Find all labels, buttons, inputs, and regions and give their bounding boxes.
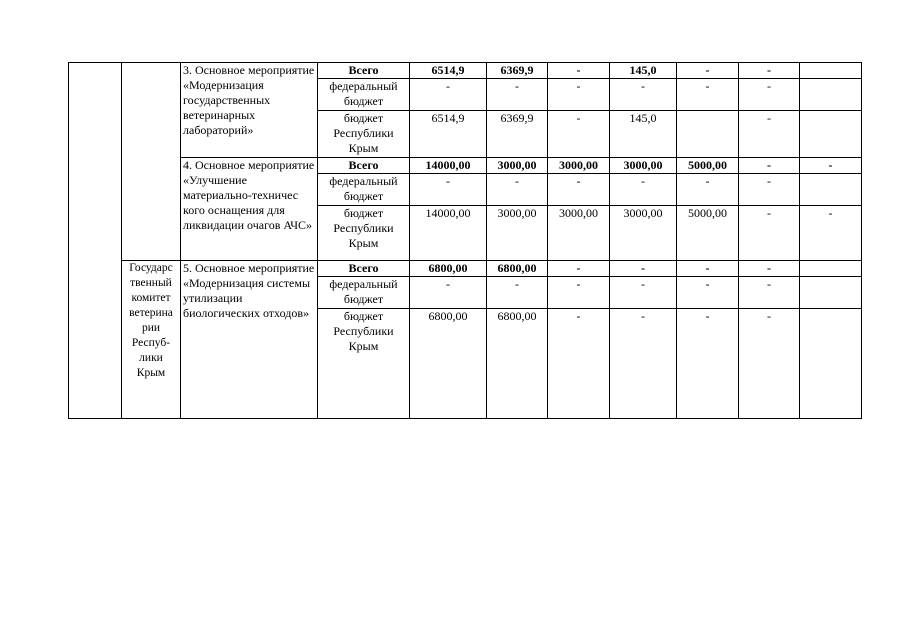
value-cell: 3000,00 xyxy=(487,206,548,261)
value-cell: - xyxy=(677,277,739,309)
table-row xyxy=(69,158,862,174)
value-cell xyxy=(800,174,862,206)
value-cell: - xyxy=(610,277,677,309)
value-cell: - xyxy=(739,63,800,79)
value-cell: 6369,9 xyxy=(487,111,548,158)
value-cell: 6514,9 xyxy=(410,111,487,158)
value-cell: 6800,00 xyxy=(487,309,548,419)
value-cell: - xyxy=(610,261,677,277)
source-label: федеральный бюджет xyxy=(318,174,410,206)
value-cell: - xyxy=(548,277,610,309)
value-cell: - xyxy=(548,111,610,158)
value-cell xyxy=(800,277,862,309)
source-label: федеральный бюджет xyxy=(318,277,410,309)
source-label: бюджет Республики Крым xyxy=(318,309,410,419)
value-cell xyxy=(800,111,862,158)
value-cell: - xyxy=(487,79,548,111)
table-row xyxy=(69,261,862,277)
value-cell: - xyxy=(739,277,800,309)
value-cell: - xyxy=(800,206,862,261)
value-cell: - xyxy=(739,309,800,419)
source-label: федеральный бюджет xyxy=(318,79,410,111)
value-cell: 6800,00 xyxy=(410,261,487,277)
value-cell: 3000,00 xyxy=(610,158,677,174)
value-cell xyxy=(800,261,862,277)
value-cell: - xyxy=(487,277,548,309)
value-cell: 6800,00 xyxy=(487,261,548,277)
value-cell: 3000,00 xyxy=(548,158,610,174)
value-cell: 3000,00 xyxy=(548,206,610,261)
value-cell: - xyxy=(610,79,677,111)
value-cell: 5000,00 xyxy=(677,206,739,261)
value-cell: - xyxy=(677,79,739,111)
value-cell: - xyxy=(548,63,610,79)
value-cell: 6800,00 xyxy=(410,309,487,419)
agency-cell: Государс твенный комитет ветерина рии Респуб- лики Крым xyxy=(122,261,181,419)
value-cell: - xyxy=(548,309,610,419)
executor-cell xyxy=(122,63,181,261)
value-cell: 6514,9 xyxy=(410,63,487,79)
value-cell: - xyxy=(410,174,487,206)
value-cell: - xyxy=(800,158,862,174)
value-cell: - xyxy=(677,309,739,419)
source-label: Всего xyxy=(318,63,410,79)
value-cell: - xyxy=(548,261,610,277)
value-cell: 3000,00 xyxy=(610,206,677,261)
value-cell: - xyxy=(410,79,487,111)
source-label: бюджет Республики Крым xyxy=(318,111,410,158)
value-cell: 14000,00 xyxy=(410,206,487,261)
value-cell: - xyxy=(677,63,739,79)
value-cell xyxy=(800,309,862,419)
value-cell: 14000,00 xyxy=(410,158,487,174)
source-label: бюджет Республики Крым xyxy=(318,206,410,261)
value-cell: - xyxy=(548,79,610,111)
value-cell xyxy=(677,111,739,158)
event-name: 4. Основное мероприятие «Улучшение материально-техничес кого оснащения для ликвидации очагов АЧС» xyxy=(181,158,318,261)
source-label: Всего xyxy=(318,158,410,174)
value-cell xyxy=(800,79,862,111)
value-cell: - xyxy=(610,309,677,419)
event-name: 5. Основное мероприятие «Модернизация системы утилизации биологических отходов» xyxy=(181,261,318,419)
value-cell: - xyxy=(610,174,677,206)
value-cell: - xyxy=(410,277,487,309)
event-name: 3. Основное мероприятие «Модернизация государственных ветеринарных лабораторий» xyxy=(181,63,318,158)
value-cell: - xyxy=(677,261,739,277)
value-cell: - xyxy=(739,206,800,261)
source-label: Всего xyxy=(318,261,410,277)
value-cell: - xyxy=(548,174,610,206)
value-cell: 145,0 xyxy=(610,111,677,158)
value-cell: 6369,9 xyxy=(487,63,548,79)
value-cell: - xyxy=(739,174,800,206)
value-cell: - xyxy=(739,79,800,111)
budget-table xyxy=(68,62,862,419)
value-cell: 3000,00 xyxy=(487,158,548,174)
value-cell: - xyxy=(677,174,739,206)
value-cell: - xyxy=(739,261,800,277)
value-cell: - xyxy=(739,158,800,174)
value-cell: - xyxy=(739,111,800,158)
value-cell: 5000,00 xyxy=(677,158,739,174)
value-cell: - xyxy=(487,174,548,206)
value-cell: 145,0 xyxy=(610,63,677,79)
index-cell xyxy=(69,63,122,419)
table-row xyxy=(69,63,862,79)
value-cell xyxy=(800,63,862,79)
